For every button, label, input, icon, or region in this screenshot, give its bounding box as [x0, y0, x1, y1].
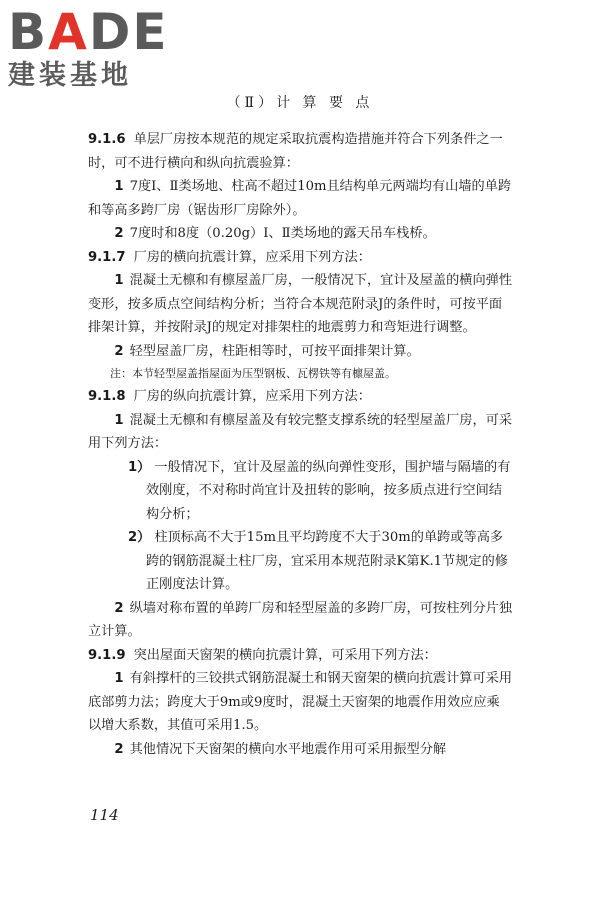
list-item: 1 7度Ⅰ、Ⅱ类场地、柱高不超过10m且结构单元两端均有山墙的单跨和等高多跨厂房（锯齿形厂房除外）。	[88, 179, 512, 218]
clause-9-1-9: 9.1.9 突出屋面天窗架的横向抗震计算，可采用下列方法：	[88, 647, 437, 663]
logo-subtitle: 建装基地	[8, 60, 132, 91]
list-item: 2 纵墙对称布置的单跨厂房和轻型屋盖的多跨厂房，可按柱列分片独立计算。	[88, 600, 513, 639]
clause-9-1-6: 9.1.6 单层厂房按本规范的规定采取抗震构造措施并符合下列条件之一时，可不进行横向和纵向抗震验算：	[88, 132, 503, 171]
list-item: 2 其他情况下天窗架的横向水平地震作用可采用振型分解	[114, 741, 447, 757]
list-item: 1 有斜撑杆的三铰拱式钢筋混凝土和钢天窗架的横向抗震计算可采用底部剪力法；跨度大于9m或9度时，混凝土天窗架的地震作用效应应乘以增大系数，其值可采用1.5。	[88, 671, 513, 733]
section-title: （Ⅱ）计 算 要 点	[226, 95, 374, 111]
page-number: 114	[90, 806, 119, 824]
logo-wordmark: BADE	[8, 3, 169, 61]
sub-item: 1） 一般情况下，宜计及屋盖的纵向弹性变形，围护墙与隔墙的有效刚度，不对称时尚宜计及扭转的影响，按多质点进行空间结构分析；	[128, 459, 511, 522]
sub-item: 2） 柱顶标高不大于15m且平均跨度不大于30m的单跨或等高多跨的钢筋混凝土柱厂房，宜采用本规范附录K第K.1节规定的修正刚度法计算。	[128, 530, 508, 592]
brand-logo	[8, 3, 169, 92]
list-item: 1 混凝土无檩和有檩屋盖及有较完整支撑系统的轻型屋盖厂房，可采用下列方法：	[88, 412, 513, 451]
list-item: 2 7度时和8度（0.20g）Ⅰ、Ⅱ类场地的露天吊车栈桥。	[114, 226, 436, 241]
clause-9-1-7: 9.1.7 厂房的横向抗震计算，应采用下列方法：	[88, 249, 371, 265]
body-text	[88, 128, 512, 761]
list-item: 2 轻型屋盖厂房，柱距相等时，可按平面排架计算。	[114, 343, 420, 359]
note: 注：本节轻型屋盖指屋面为压型钢板、瓦楞铁等有檩屋盖。	[110, 367, 396, 380]
clause-9-1-8: 9.1.8 厂房的纵向抗震计算，应采用下列方法：	[88, 389, 371, 404]
list-item: 1 混凝土无檩和有檩屋盖厂房，一般情况下，宜计及屋盖的横向弹性变形，按多质点空间结构分析；当符合本规范附录J的条件时，可按平面排架计算，并按附录J的规定对排架柱的地震剪力和弯矩进行调整。	[88, 273, 513, 335]
